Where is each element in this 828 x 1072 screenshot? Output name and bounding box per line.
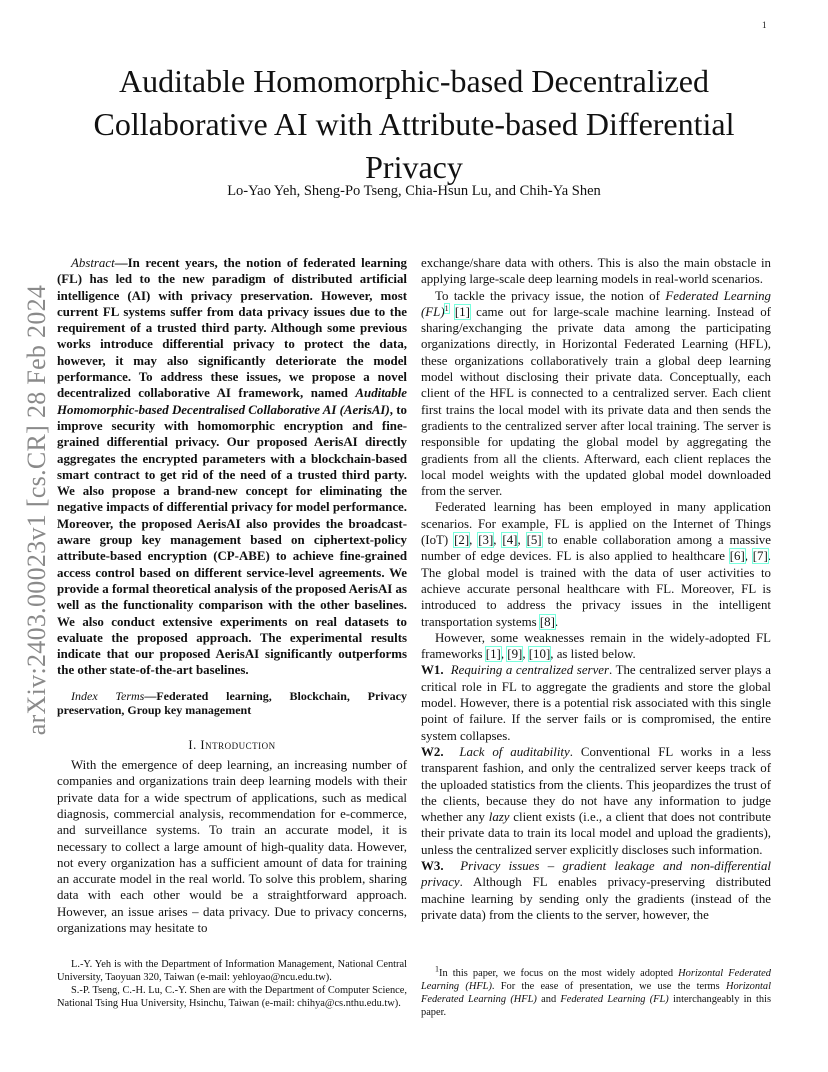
weakness-w2 — [421, 744, 771, 858]
index-terms — [57, 689, 407, 718]
footnote-number: 1 — [435, 964, 439, 974]
paragraph-text: Federated learning has been employed in many application scenarios. For example, FL is applied on the Internet of Things (IoT) — [421, 500, 771, 548]
citation-5[interactable]: [5] — [526, 533, 542, 548]
footnote-term: Horizontal Federated Learning (HFL) — [421, 981, 771, 1005]
page-number: 1 — [762, 20, 767, 30]
weakness-title: Lack of auditability — [459, 744, 570, 759]
intro-paragraph-2 — [421, 288, 771, 500]
citation-1b[interactable]: [1] — [485, 647, 501, 662]
index-terms-label: Index Terms — [71, 688, 145, 703]
citation-1[interactable]: [1] — [454, 304, 470, 319]
author-list: Lo-Yao Yeh, Sheng-Po Tseng, Chia-Hsun Lu, and Chih-Ya Shen — [227, 183, 601, 199]
paragraph-text: However, some weaknesses remain in the widely-adopted FL frameworks — [421, 630, 771, 662]
left-column — [57, 255, 407, 936]
weakness-label: W1. — [421, 663, 444, 678]
citation-8[interactable]: [8] — [539, 614, 555, 629]
paragraph-text: came out for large-scale machine learning. Instead of sharing/exchanging the private data among the participating organizations directly, in Horizontal Federated Learning (HFL), these organizations collaboratively train a global deep learning model without disclosing their private data. Conceptually, each client of the HFL is connected to a centralized server. Each client first trains the local model with its private data and then sends the gradients to the centralized server after local training. The server is responsible for updating the global model by aggregating the gradients from all the clients. Afterward, each client replaces the local model weights with the updated global model downloaded from the server. — [421, 304, 771, 499]
weakness-text: client exists (i.e., a client that does not contribute their private data to train its local model and upload the gradients), unless the centralized server explicitly discloses such information. — [421, 810, 771, 857]
weakness-label: W3. — [421, 858, 444, 873]
footnote-text: and — [536, 994, 561, 1005]
citation-3[interactable]: [3] — [478, 533, 494, 548]
left-footnotes — [57, 958, 407, 1010]
paragraph-text: To tackle the privacy issue, the notion of — [435, 288, 666, 303]
weakness-text: . Although FL enables privacy-preserving distributed machine learning by sending only the gradients (instead of the private data) from the clients to the server, however, the — [421, 875, 771, 922]
citation-2[interactable]: [2] — [454, 533, 470, 548]
abstract-text-2: , to improve security with homomorphic encryption and fine-grained differential privacy. Our proposed AerisAI directly aggregates the encrypted parameters with a blockchain-based smart contract to get rid of the need of a trusted third party. We also propose a brand-new concept for eliminating the negative impacts of differential privacy for model performance. Moreover, the proposed AerisAI also provides the broadcast-aware group key management based on ciphertext-policy attribute-based encryption (CP-ABE) to achieve fine-grained access control based on different service-level agreements. We provide a formal theoretical analysis of the proposed AerisAI as well as the functionality comparison with the other baselines. We also conduct extensive experiments on real datasets to evaluate the proposed approach. The experimental results indicate that our proposed AerisAI significantly outperforms the other state-of-the-art baselines. — [57, 402, 407, 678]
intro-paragraph-continued: exchange/share data with others. This is also the main obstacle in applying large-scale deep learning models in real-world scenarios. — [421, 256, 771, 287]
footnote-term: Federated Learning (FL) — [560, 994, 669, 1005]
weakness-w1 — [421, 662, 771, 743]
citation-6[interactable]: [6] — [729, 549, 745, 564]
paragraph-text: . The global model is trained with the data of user activities to achieve accurate personal healthcare with FL. Moreover, FL is introduced to address the privacy issues in the intelligent transportation systems — [421, 549, 771, 629]
section-title: Introduction — [200, 737, 276, 752]
citation-7[interactable]: [7] — [752, 549, 768, 564]
arxiv-identifier: arXiv:2403.00023v1 [cs.CR] 28 Feb 2024 — [22, 284, 51, 736]
footnote-text: In this paper, we focus on the most widely adopted — [439, 968, 679, 979]
abstract-text-1: —In recent years, the notion of federated learning (FL) has led to the new paradigm of distributed artificial intelligence (AI) with privacy preservation. However, most current FL systems suffer from data privacy issues due to the requirement of a trusted third party. Although some previous works introduce differential privacy to protect the data, however, it may also significantly deteriorate the model performance. To address these issues, we propose a novel decentralized collaborative AI framework, named — [57, 256, 407, 401]
arxiv-sidebar-stamp — [17, 284, 57, 736]
federated-learning-term: Federated Learning (FL) — [421, 288, 771, 319]
citation-9[interactable]: [9] — [507, 647, 523, 662]
abstract-label: Abstract — [71, 256, 115, 270]
intro-paragraph-3: Federated learning has been employed in many application scenarios. For example, FL is applied on the Internet of Things (IoT) [2], [3], [4], [5] to enable collaboration among a massive number of edge devices. FL is also applied to healthcare [6], [7]. The global model is trained with the data of user activities to achieve accurate personal healthcare with FL. Moreover, FL is introduced to address the privacy issues in the intelligent transportation systems [8]. — [421, 500, 771, 629]
intro-paragraph-1: With the emergence of deep learning, an increasing number of companies and organizations train deep learning models with their private data for a wide spectrum of applications, such as medical diagnosis, commercial analysis, recommendation for e-commerce, and surveillance systems. To train an accurate model, it is necessary to collect a large amount of high-quality data. However, not every organization has a sufficient amount of data for training an accurate model in the real world. To solve this problem, sharing data with each other would be a straightforward approach. However, an issue arises – data privacy. Due to privacy concerns, organizations may hesitate to — [57, 758, 407, 935]
abstract — [57, 255, 407, 679]
paragraph-text: to enable collaboration among a massive number of edge devices. FL is also applied to healthcare — [421, 533, 771, 564]
paper-title: Auditable Homomorphic-based Decentralized Collaborative AI with Attribute-based Differential Privacy — [93, 63, 735, 185]
citation-4[interactable]: [4] — [502, 533, 518, 548]
paragraph-text: , as listed below. — [550, 647, 636, 662]
weakness-text: . Conventional FL works in a less transparent fashion, and only the centralized server keeps track of the uploaded statistics from the clients. This jeopardizes the trust of the clients, because they do not have any information to judge whether any — [421, 744, 771, 825]
footnote-mark-1[interactable]: 1 — [444, 303, 449, 313]
index-terms-text: —Federated learning, Blockchain, Privacy preservation, Group key management — [57, 688, 407, 718]
author-affiliation-2: S.-P. Tseng, C.-H. Lu, C.-Y. Shen are with the Department of Computer Science, National Tsing Hua University, Hsinchu, Taiwan (e-mail: chihya@cs.nthu.edu.tw). — [57, 985, 407, 1009]
intro-paragraph-4: However, some weaknesses remain in the widely-adopted FL frameworks [1], [9], [10], as listed below. — [421, 630, 771, 662]
author-affiliation-1: L.-Y. Yeh is with the Department of Information Management, National Central University, Taoyuan 320, Taiwan (e-mail: yehloyao@ncu.edu.tw). — [57, 959, 407, 983]
right-footnote — [421, 964, 772, 1019]
right-column — [421, 255, 771, 923]
footnote-1 — [421, 964, 772, 1019]
citation-10[interactable]: [10] — [528, 647, 551, 662]
footnote-text: . For the ease of presentation, we use the terms — [491, 981, 726, 992]
footnote-term: Horizontal Federated Learning (HFL) — [421, 968, 771, 992]
footnote-text: interchangeably in this paper. — [421, 994, 772, 1018]
section-number: I. — [188, 737, 201, 752]
abstract-framework-name: Auditable Homomorphic-based Decentralised Collaborative AI (AerisAI) — [57, 386, 407, 417]
weakness-w3 — [421, 858, 771, 923]
weakness-title: Privacy issues – gradient leakage and non-differential privacy — [421, 858, 771, 890]
section-heading-introduction — [57, 737, 407, 753]
weakness-text: . The centralized server plays a critical role in FL to aggregate the gradients and store the global model. However, there is a potential risk associated with this single point of failure. If the server fails or is compromised, the entire system collapses. — [421, 663, 771, 743]
lazy-term: lazy — [488, 810, 510, 825]
weakness-title: Requiring a centralized server — [450, 663, 610, 678]
weakness-label: W2. — [421, 744, 444, 759]
